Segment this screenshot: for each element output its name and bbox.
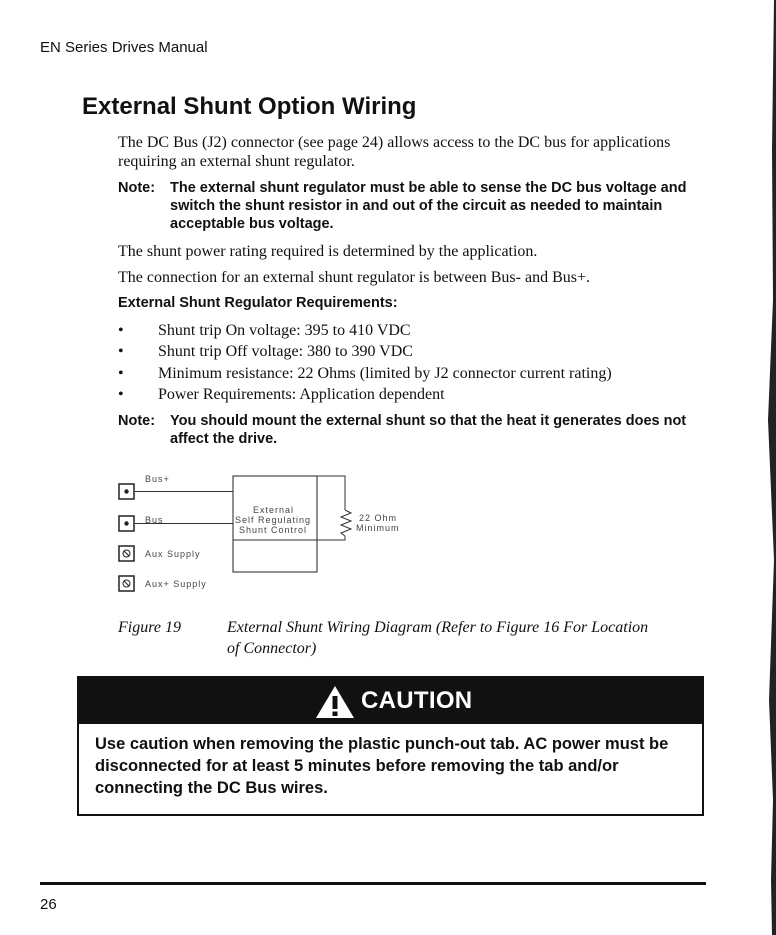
rating-paragraph: The shunt power rating required is determined by the application. xyxy=(118,243,538,260)
resistor-label: 22 Ohm xyxy=(359,513,398,523)
note-text: The external shunt regulator must be able to sense the DC bus voltage and switch the shunt resistor in and out of the circuit as needed to maintain acceptable bus voltage. xyxy=(170,180,687,232)
connection-paragraph: The connection for an external shunt regulator is between Bus- and Bus+. xyxy=(118,269,590,286)
label-bus-plus: Bus+ xyxy=(145,474,170,484)
note-label: Note: xyxy=(118,413,156,429)
list-item: • Shunt trip Off voltage: 380 to 390 VDC xyxy=(118,341,612,362)
note-label: Note: xyxy=(118,180,156,196)
note-text: You should mount the external shunt so that the heat it generates does not affect the drive. xyxy=(170,413,687,447)
terminal-aux-plus xyxy=(119,576,134,591)
box-label-line: Self Regulating xyxy=(235,515,312,525)
list-item: • Shunt trip On voltage: 395 to 410 VDC xyxy=(118,320,612,341)
caution-text: Use caution when removing the plastic punch-out tab. AC power must be disconnected for at least 5 minutes before removing the tab and/or connecting the DC Bus wires. xyxy=(95,735,669,797)
figure-caption xyxy=(118,617,657,659)
running-header: EN Series Drives Manual xyxy=(40,39,208,56)
footer-rule xyxy=(40,882,706,885)
caution-title: CAUTION xyxy=(361,687,473,714)
note-shunt-sense xyxy=(118,179,700,233)
note-mounting xyxy=(118,412,700,448)
label-aux-plus: Aux+ Supply xyxy=(145,579,207,589)
box-label-line: External xyxy=(253,505,295,515)
list-item: • Minimum resistance: 22 Ohms (limited by J2 connector current rating) xyxy=(118,363,612,384)
label-bus-minus: Bus xyxy=(145,515,164,525)
page-number: 26 xyxy=(40,896,57,913)
wire-bottom xyxy=(233,536,345,540)
figure-caption-text: External Shunt Wiring Diagram (Refer to Figure 16 For Location of Connector) xyxy=(227,619,649,657)
caution-box xyxy=(77,676,704,816)
shunt-resistor xyxy=(341,510,351,536)
requirements-heading: External Shunt Regulator Requirements: xyxy=(118,295,398,311)
scan-edge-shadow xyxy=(763,0,776,935)
list-item: • Power Requirements: Application dependent xyxy=(118,384,612,405)
warning-triangle-icon xyxy=(315,685,355,719)
terminal-aux-minus xyxy=(119,546,134,561)
shunt-wiring-diagram xyxy=(115,470,455,600)
figure-label: Figure 19 xyxy=(118,619,181,636)
label-aux-minus: Aux Supply xyxy=(145,549,201,559)
caution-header xyxy=(79,678,702,724)
resistor-label: Minimum xyxy=(356,523,400,533)
requirements-list xyxy=(118,320,612,405)
intro-paragraph: The DC Bus (J2) connector (see page 24) allows access to the DC bus for applications requiring an external shunt regulator. xyxy=(118,134,671,170)
box-label-line: Shunt Control xyxy=(239,525,308,535)
section-title: External Shunt Option Wiring xyxy=(82,93,417,120)
